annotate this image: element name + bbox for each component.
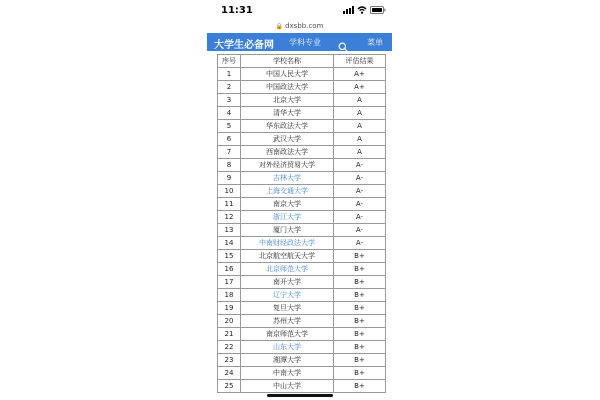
cell-grade: B+ (334, 302, 386, 315)
table-row (218, 107, 386, 120)
cell-school-name: 苏州大学 (241, 315, 334, 328)
cell-grade: A- (334, 237, 386, 250)
cell-school-name: 中国人民大学 (241, 68, 334, 81)
cell-grade: A- (334, 172, 386, 185)
cell-no: 6 (218, 133, 241, 146)
cell-school-name: 华东政法大学 (241, 120, 334, 133)
table-row (218, 263, 386, 276)
cell-school-name: 北京航空航天大学 (241, 250, 334, 263)
cell-no: 14 (218, 237, 241, 250)
table-row (218, 211, 386, 224)
table-row (218, 159, 386, 172)
table-row (218, 341, 386, 354)
cell-school-name[interactable]: 北京师范大学 (241, 263, 334, 276)
site-logo[interactable]: 大学生必备网 (214, 40, 274, 51)
cell-school-name: 厦门大学 (241, 224, 334, 237)
cell-grade: B+ (334, 367, 386, 380)
cell-grade: A- (334, 224, 386, 237)
status-bar (207, 0, 392, 22)
cell-grade: B+ (334, 289, 386, 302)
cell-grade: A (334, 94, 386, 107)
cell-school-name: 西南政法大学 (241, 146, 334, 159)
cell-school-name[interactable]: 山东大学 (241, 341, 334, 354)
cell-school-name: 中山大学 (241, 380, 334, 393)
lock-icon: 🔒 (275, 23, 284, 30)
table-row (218, 146, 386, 159)
table-row (218, 68, 386, 81)
nav-subject-link[interactable]: 学科专业 (289, 38, 321, 47)
cell-grade: B+ (334, 354, 386, 367)
cell-no: 24 (218, 367, 241, 380)
cell-school-name: 武汉大学 (241, 133, 334, 146)
cell-school-name: 北京大学 (241, 94, 334, 107)
table-row (218, 120, 386, 133)
cell-grade: B+ (334, 276, 386, 289)
cell-no: 7 (218, 146, 241, 159)
table-row (218, 250, 386, 263)
table-body (218, 68, 386, 393)
cell-school-name: 清华大学 (241, 107, 334, 120)
cell-school-name[interactable]: 上海交通大学 (241, 185, 334, 198)
home-indicator (267, 394, 333, 397)
table-row (218, 380, 386, 393)
cell-no: 23 (218, 354, 241, 367)
cell-grade: A (334, 133, 386, 146)
table-header-row (218, 55, 386, 68)
cell-no: 25 (218, 380, 241, 393)
cell-grade: B+ (334, 380, 386, 393)
cell-no: 20 (218, 315, 241, 328)
table-row (218, 185, 386, 198)
table-row (218, 94, 386, 107)
cell-no: 9 (218, 172, 241, 185)
site-header (207, 33, 392, 51)
cell-grade: B+ (334, 328, 386, 341)
table-row (218, 367, 386, 380)
ranking-table-container (217, 54, 382, 393)
table-row (218, 224, 386, 237)
cell-school-name: 南京师范大学 (241, 328, 334, 341)
cell-school-name: 中南大学 (241, 367, 334, 380)
cell-school-name[interactable]: 辽宁大学 (241, 289, 334, 302)
phone-screen (207, 0, 392, 400)
cell-no: 16 (218, 263, 241, 276)
cell-school-name: 对外经济贸易大学 (241, 159, 334, 172)
url-text: dxsbb.com (285, 22, 324, 30)
ranking-table (217, 54, 386, 393)
cell-no: 10 (218, 185, 241, 198)
cell-school-name[interactable]: 浙江大学 (241, 211, 334, 224)
cell-grade: A- (334, 159, 386, 172)
cell-no: 22 (218, 341, 241, 354)
cell-school-name: 中国政法大学 (241, 81, 334, 94)
cell-no: 12 (218, 211, 241, 224)
table-row (218, 354, 386, 367)
cell-no: 4 (218, 107, 241, 120)
cell-school-name: 南开大学 (241, 276, 334, 289)
table-row (218, 198, 386, 211)
col-header-no: 序号 (218, 55, 241, 68)
cell-grade: A- (334, 185, 386, 198)
cell-no: 18 (218, 289, 241, 302)
browser-url-bar[interactable] (207, 22, 392, 32)
cell-no: 8 (218, 159, 241, 172)
status-time: 11:31 (221, 5, 253, 16)
cell-school-name: 复旦大学 (241, 302, 334, 315)
cell-no: 1 (218, 68, 241, 81)
cell-grade: B+ (334, 315, 386, 328)
battery-icon (370, 6, 386, 14)
cell-school-name: 南京大学 (241, 198, 334, 211)
cell-no: 11 (218, 198, 241, 211)
cell-no: 2 (218, 81, 241, 94)
cell-grade: A (334, 120, 386, 133)
cell-grade: B+ (334, 250, 386, 263)
cell-grade: B+ (334, 263, 386, 276)
table-row (218, 289, 386, 302)
cell-school-name[interactable]: 吉林大学 (241, 172, 334, 185)
table-row (218, 133, 386, 146)
table-row (218, 172, 386, 185)
status-icons (343, 6, 386, 14)
cell-no: 3 (218, 94, 241, 107)
table-row (218, 328, 386, 341)
cell-grade: A (334, 107, 386, 120)
table-row (218, 315, 386, 328)
table-row (218, 302, 386, 315)
cell-no: 15 (218, 250, 241, 263)
cell-grade: A+ (334, 68, 386, 81)
cell-grade: A- (334, 198, 386, 211)
table-row (218, 237, 386, 250)
wifi-icon (357, 6, 367, 14)
cell-no: 19 (218, 302, 241, 315)
cell-no: 21 (218, 328, 241, 341)
cell-no: 13 (218, 224, 241, 237)
col-header-grade: 评估结果 (334, 55, 386, 68)
menu-button[interactable]: 菜单 (367, 38, 383, 47)
cell-no: 17 (218, 276, 241, 289)
cell-grade: A- (334, 211, 386, 224)
cell-grade: B+ (334, 341, 386, 354)
cell-grade: A+ (334, 81, 386, 94)
signal-icon (343, 6, 354, 14)
col-header-name: 学校名称 (241, 55, 334, 68)
cell-school-name[interactable]: 中南财经政法大学 (241, 237, 334, 250)
table-row (218, 81, 386, 94)
table-row (218, 276, 386, 289)
cell-no: 5 (218, 120, 241, 133)
cell-school-name: 湘潭大学 (241, 354, 334, 367)
cell-grade: A (334, 146, 386, 159)
